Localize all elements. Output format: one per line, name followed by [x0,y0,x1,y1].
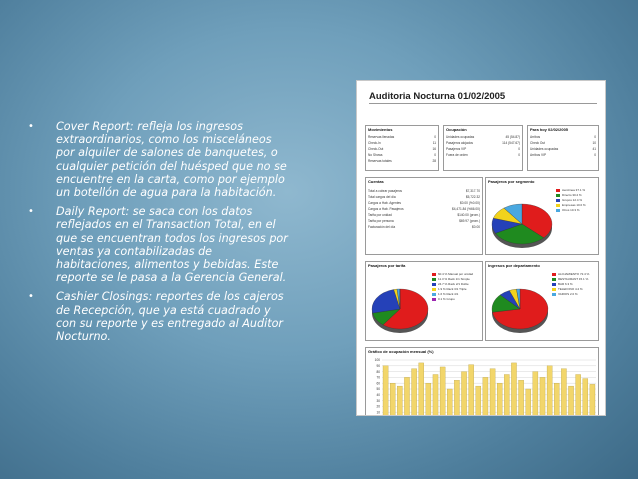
ocupacion-bar-chart [366,348,600,416]
row-label: Unidades ocupadas [446,135,475,139]
row-label: Total cargos del día [368,195,396,199]
y-tick-label: 30 [376,398,380,403]
occupancy-bar [526,389,531,416]
y-tick-label: 50 [376,387,380,392]
row-label: Reservas llenadas [368,135,395,139]
occupancy-bar [561,369,566,416]
legend-swatch [552,278,556,281]
segmento-box [485,177,599,255]
row-value: 0 [594,135,596,139]
occupancy-bar [433,375,438,417]
row-label: No Shows [368,153,383,157]
legend-swatch [432,278,436,281]
row-value: $140.00 (prom.) [457,213,480,217]
row-label: Fuera de orden [446,153,468,157]
legend-label: 24.7 % Rack 2/1 Doble [438,282,469,286]
occupancy-bar [447,389,452,416]
row-label: Check Out [530,141,546,145]
row-value: $69.97 (prom.) [459,219,480,223]
legend-entry [432,297,473,302]
row-value: $0.00 (%0.00) [459,201,480,205]
legend-swatch [556,199,560,202]
row-value: 0 [518,147,520,151]
occupancy-bar [397,386,402,416]
legend-label: ALOJAMIENTO 72.4 % [558,272,590,276]
legend-swatch [552,288,556,291]
legend-label: 1.9 % Rack 3/1 Triple [438,287,467,291]
para-hoy-rows [530,134,596,158]
occupancy-bar [568,386,573,416]
occupancy-bar [383,366,388,416]
row-value: 0 [434,153,436,157]
legend-label: Otros 10.3 % [562,208,580,212]
legend-swatch [552,273,556,276]
y-tick-label: 10 [376,410,380,415]
departamento-heading: Ingresos por departamento [488,263,540,268]
y-tick-label: 40 [376,393,380,397]
legend-label: BAR 6.3 % [558,282,573,286]
legend-label: Empresas 10.0 % [562,203,586,207]
title-divider [369,103,597,104]
segmento-legend [556,188,586,213]
occupancy-bar [454,380,459,416]
row-label: Unidades ocupadas [530,147,559,151]
row-label: Tarifa por persona [368,219,394,223]
occupancy-bar [583,379,588,416]
legend-swatch [432,298,436,301]
bullet-text: Cashier Closings: reportes de los cajeros de Recepción, que ya está cuadrado y con su reporte y es entregado al Auditor Nocturno. [56,290,284,344]
legend-swatch [432,283,436,286]
movimientos-rows [368,134,436,164]
occupancy-bar [547,366,552,416]
bullet-daily-report [28,205,290,284]
row-value: 10 [592,141,596,145]
legend-label: VARIOS 2.0 % [558,292,578,296]
occupancy-bar [554,383,559,416]
report-title: Auditoria Nocturna 01/02/2005 [369,91,506,102]
bullet-cashier-closings [28,290,290,343]
occupancy-bar [476,386,481,416]
legend-label: Grupos 12.4 % [562,198,583,202]
row-value: 45 (54.87) [505,135,520,139]
row-label: Tarifa por unidad [368,213,392,217]
row-value: $7,317.70 [465,189,480,193]
row-value: 16 [432,147,436,151]
occupancy-bar [511,363,516,416]
occupancy-bar [412,369,417,416]
occupancy-bar [426,383,431,416]
occupancy-bar [419,363,424,416]
occupancy-bar [497,383,502,416]
tarifa-box [365,261,483,341]
y-tick-label: 80 [376,369,380,374]
report-row [446,152,520,158]
row-value: 41 [592,147,596,151]
row-label: Check-Out [368,147,384,151]
row-label: Total a cobrar pasajeros [368,189,403,193]
legend-swatch [432,293,436,296]
row-label: Check-In [368,141,381,145]
legend-label: Directo 30.2 % [562,193,582,197]
ocupacion-mensual-box [365,347,599,416]
row-label: Arribos [530,135,541,139]
legend-label: 1.6 % Rack 4/1 [438,292,459,296]
row-value: 0 [434,135,436,139]
row-value: 114 (547.67) [502,141,520,145]
legend-swatch [556,204,560,207]
cuentas-box [365,177,483,255]
legend-entry [556,208,586,213]
ocupacion-box [443,125,523,171]
legend-label: Aerolínea 37.1 % [562,188,586,192]
occupancy-bar [469,365,474,416]
occupancy-bar [490,369,495,416]
occupancy-bar [533,372,538,416]
ocupacion-heading: Ocupación [446,127,467,132]
bullet-list [28,120,290,349]
grafico-heading: Gráfico de ocupación mensual (%) [368,349,434,354]
legend-label: 0.1 % Grupo [438,297,455,301]
row-label: Pasajeros VIP [446,147,467,151]
row-label: Cargos a Hab. Agentes [368,201,401,205]
ocupacion-rows [446,134,520,158]
legend-label: 11.3 % Rack 1/1 Simple [438,277,470,281]
occupancy-bar [440,367,445,416]
legend-entry [552,292,589,297]
y-tick-label: 60 [376,381,380,386]
bullet-text: Daily Report: se saca con los datos reflejados en el Transaction Total, en el que se encuentran todos los ingresos por ventas ya contabilizadas de habitaciones, alimentos y bebidas. Este reporte se le pasa a la Gerencia General. [56,205,288,285]
legend-label: RESTAURANT 15.1 % [558,277,589,281]
legend-swatch [552,283,556,286]
cuentas-rows [368,188,480,230]
occupancy-bar [590,384,595,416]
row-value: $4,471.84 (%66.00) [452,207,480,211]
y-tick-label: 90 [376,364,380,368]
occupancy-bar [519,380,524,416]
legend-swatch [432,288,436,291]
para-hoy-box [527,125,599,171]
report-row [530,152,596,158]
occupancy-bar [404,377,409,416]
occupancy-bar [390,383,395,416]
legend-swatch [556,209,560,212]
occupancy-bar [483,377,488,416]
y-tick-label: 20 [376,404,380,409]
night-audit-report-image [356,80,606,416]
legend-swatch [556,194,560,197]
tarifa-heading: Pasajeros por tarifa [368,263,406,268]
y-tick-label: 100 [374,358,380,363]
tarifa-legend [432,272,473,302]
legend-swatch [556,189,560,192]
movimientos-heading: Movimientos [368,127,393,132]
occupancy-bar [504,375,509,417]
report-row [368,224,480,230]
row-label: Arribos VIP [530,153,547,157]
row-label: Reservas totales [368,159,392,163]
row-value: 0 [594,153,596,157]
bullet-cover-report [28,120,290,199]
departamento-legend [552,272,589,297]
departamento-box [485,261,599,341]
row-value: 0 [518,153,520,157]
row-value: 11 [432,141,436,145]
row-label: Pasajeros alojados [446,141,473,145]
legend-label: TELEFONO 4.2 % [558,287,583,291]
report-row [368,158,436,164]
para-hoy-heading: Para hoy 02/02/2005 [530,127,569,132]
segmento-heading: Pasajeros por segmento [488,179,535,184]
movimientos-box [365,125,439,171]
occupancy-bar [540,377,545,416]
row-label: Facturación del día [368,225,396,229]
legend-swatch [552,293,556,296]
row-value: $5,722.32 [465,195,480,199]
row-value: $0.00 [472,225,480,229]
legend-swatch [432,273,436,276]
occupancy-bar [576,375,581,417]
legend-label: 60.4 % Manual por unidad [438,272,474,276]
row-label: Cargos a Hab. Pasajeros [368,207,404,211]
bullet-text: Cover Report: refleja los ingresos extraordinarios, como los misceláneos por alquiler de salones de banquetes, o cualquier petición del huésped que no se encuentre en la carta, como por ejemplo un botellón de agua para la habitación. [56,120,287,200]
y-tick-label: 70 [376,375,380,380]
cuentas-heading: Cuentas [368,179,384,184]
row-value: 28 [432,159,436,163]
occupancy-bar [461,372,466,416]
